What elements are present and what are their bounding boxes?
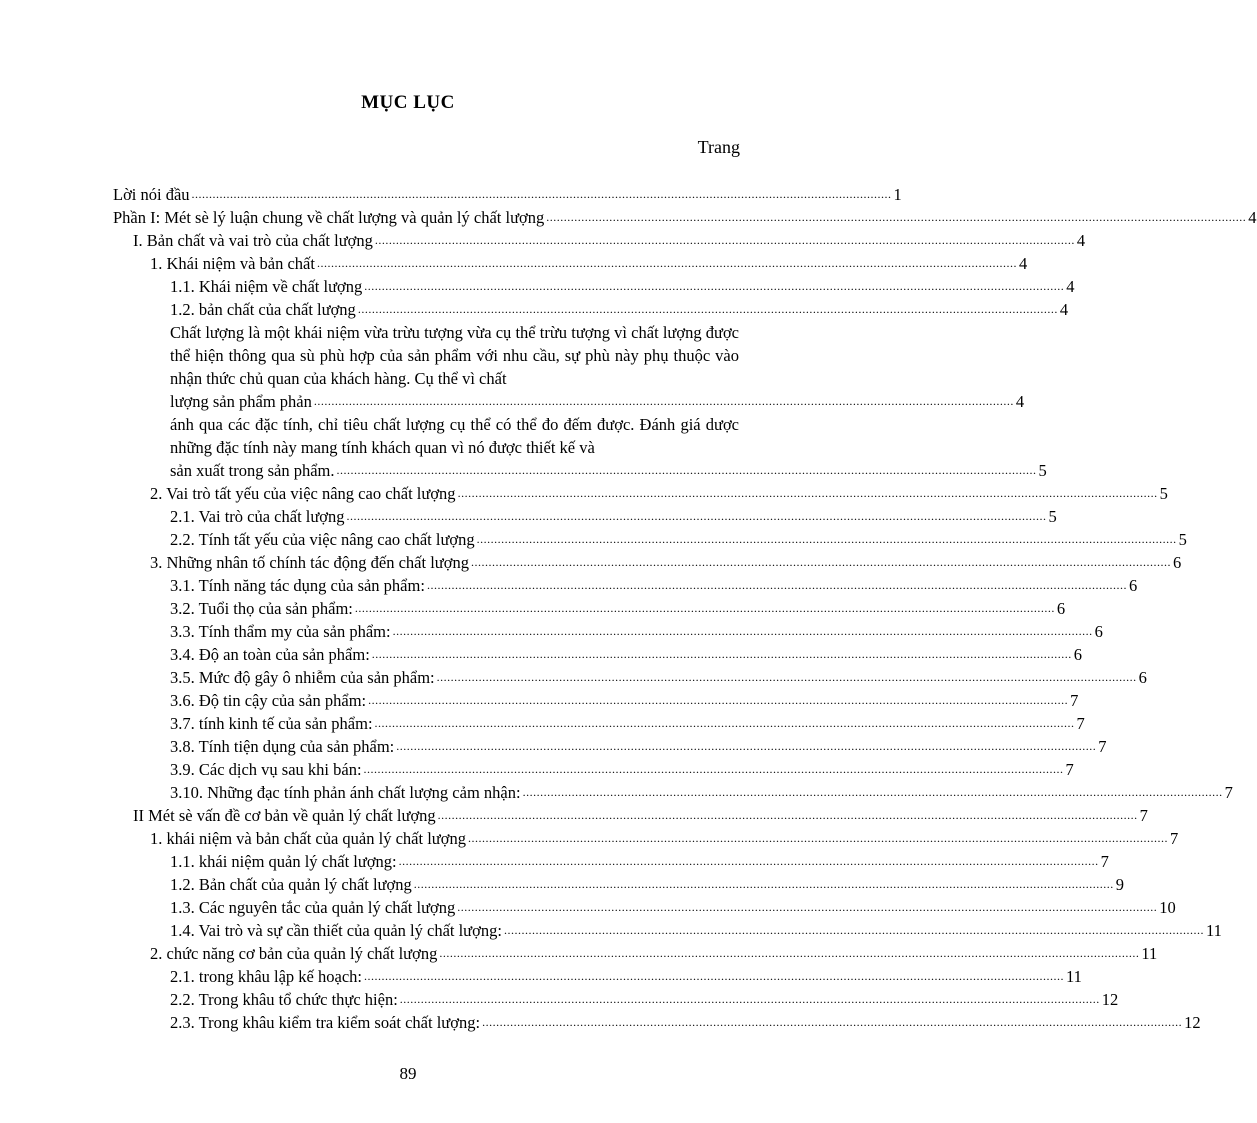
leader-dots: ........................................................................................................................................................................................................ (399, 992, 1100, 1006)
toc-entry-page: 10 (1159, 898, 1176, 917)
toc-entry[interactable] (170, 528, 1187, 551)
toc-entry[interactable] (170, 574, 1138, 597)
leader-dots: ........................................................................................................................................................................................................ (439, 946, 1140, 960)
toc-entry-page: 5 (1159, 484, 1168, 503)
toc-entry[interactable] (170, 643, 1083, 666)
toc-entry[interactable] (150, 942, 1158, 965)
toc-paragraph: Chất lượng là một khái niệm vừa trừu tượng vừa cụ thể trừu tượng vì chất lượng được thể hiện thông qua sù phù hợp của sản phẩm với nhu cầu, sự phù này phụ thuộc vào nhận thức chủ quan của khách hàng. Cụ thể vì chất (170, 323, 739, 388)
toc-entry[interactable] (170, 712, 1085, 735)
toc-entry-text: 3.6. Độ tin cậy của sản phẩm: (170, 691, 367, 710)
leader-dots: ........................................................................................................................................................................................................ (457, 486, 1158, 500)
toc-entry-page: 9 (1115, 875, 1124, 894)
leader-dots: ........................................................................................................................................................................................................ (396, 739, 1097, 753)
toc-entry-text: 3.4. Độ an toàn của sản phẩm: (170, 645, 370, 664)
toc-entry-page: 7 (1139, 806, 1148, 825)
toc-entry[interactable] (170, 275, 1075, 298)
toc-entry-page: 4 (1066, 277, 1075, 296)
toc-entry[interactable] (150, 551, 1182, 574)
toc-entry-page: 7 (1065, 760, 1074, 779)
toc-entry[interactable] (170, 459, 1047, 482)
leader-dots: ........................................................................................................................................................................................................ (374, 233, 1075, 247)
leader-dots: ........................................................................................................................................................................................................ (336, 463, 1037, 477)
leader-dots: ........................................................................................................................................................................................................ (316, 256, 1017, 270)
toc-entry-text: 2.1. Vai trò của chất lượng (170, 507, 345, 526)
toc-entry-page: 12 (1184, 1013, 1201, 1032)
toc-entry-page: 6 (1172, 553, 1182, 572)
toc-entry[interactable] (170, 1011, 1201, 1034)
leader-dots: ........................................................................................................................................................................................................ (346, 509, 1047, 523)
toc-entry-text: 1.1. khái niệm quản lý chất lượng: (170, 852, 397, 871)
toc-entry[interactable] (170, 597, 1066, 620)
toc-entry[interactable] (150, 827, 1179, 850)
toc-entry[interactable] (170, 666, 1147, 689)
toc-entry-page: 5 (1178, 530, 1187, 549)
leader-dots: ........................................................................................................................................................................................................ (467, 831, 1168, 845)
leader-dots: ........................................................................................................................................................................................................ (368, 693, 1069, 707)
toc-entry-text: 3.1. Tính năng tác dụng của sản phẩm: (170, 576, 425, 595)
toc-entry-text: 2.2. Tính tất yếu của việc nâng cao chất lượng (170, 530, 475, 549)
toc-entry-page: 5 (1038, 461, 1047, 480)
leader-dots: ........................................................................................................................................................................................................ (364, 969, 1064, 983)
leader-dots: ........................................................................................................................................................................................................ (371, 647, 1072, 661)
leader-dots: ........................................................................................................................................................................................................ (482, 1015, 1183, 1029)
toc-entry-page: 6 (1056, 599, 1066, 618)
toc-entry[interactable] (113, 206, 1257, 229)
toc-entry-page: 1 (893, 185, 902, 204)
toc-entry-text: 1.4. Vai trò và sự cần thiết của quản lý chất lượng: (170, 921, 502, 940)
toc-entry-page: 7 (1098, 737, 1107, 756)
leader-dots: ........................................................................................................................................................................................................ (364, 279, 1065, 293)
toc-entry[interactable] (170, 505, 1057, 528)
toc-entry[interactable] (170, 850, 1109, 873)
toc-entry-page: 6 (1138, 668, 1147, 687)
toc-entry[interactable] (170, 919, 1222, 942)
toc-entry-page: 4 (1076, 231, 1086, 250)
toc-entry-text: 3.8. Tính tiện dụng của sản phẩm: (170, 737, 395, 756)
toc-entry-text: 1.3. Các nguyên tắc của quản lý chất lượng (170, 898, 456, 917)
toc-entry-text: 1. khái niệm và bản chất của quản lý chất lượng (150, 829, 466, 848)
toc-entry-text: Phần I: Mét sè lý luận chung về chất lượng và quản lý chất lượng (113, 208, 545, 227)
leader-dots: ........................................................................................................................................................................................................ (457, 900, 1158, 914)
toc-entry-text: 1.2. Bản chất của quản lý chất lượng (170, 875, 412, 894)
toc-entry[interactable] (170, 390, 1025, 413)
page-number: 89 (399, 1064, 417, 1083)
leader-dots: ........................................................................................................................................................................................................ (437, 808, 1138, 822)
leader-dots: ........................................................................................................................................................................................................ (470, 555, 1171, 569)
toc-entry-text: 2.1. trong khâu lập kế hoạch: (170, 967, 362, 986)
toc-entry-page: 6 (1073, 645, 1083, 664)
toc-entry-text: 2. chức năng cơ bản của quản lý chất lượng (150, 944, 438, 963)
leader-dots: ........................................................................................................................................................................................................ (522, 785, 1223, 799)
toc-entry[interactable] (170, 781, 1233, 804)
page-column-label: Trang (697, 137, 740, 157)
toc-entry[interactable] (150, 482, 1168, 505)
toc-entry-text: 3.7. tính kinh tế của sản phẩm: (170, 714, 373, 733)
toc-entry-text: lượng sản phẩm phản (170, 392, 312, 411)
toc-entry-page: 5 (1048, 507, 1057, 526)
toc-entry-page: 4 (1018, 254, 1028, 273)
toc-entry-text: 3.9. Các dịch vụ sau khi bán: (170, 760, 362, 779)
toc-paragraph: ánh qua các đặc tính, chỉ tiêu chất lượng cụ thể có thể đo đếm được. Đánh giá dược những đặc tính này mang tính khách quan vì nó được thiết kế và (170, 415, 739, 457)
toc-entry[interactable] (170, 873, 1124, 896)
toc-entry-text: 3.2. Tuổi thọ của sản phẩm: (170, 599, 353, 618)
toc-entry-text: II Mét sè vấn đề cơ bản về quản lý chất lượng (133, 806, 436, 825)
page-title: MỤC LỤC (361, 92, 455, 113)
leader-dots: ........................................................................................................................................................................................................ (546, 210, 1247, 224)
leader-dots: ........................................................................................................................................................................................................ (398, 854, 1099, 868)
toc-entry[interactable] (170, 735, 1107, 758)
toc-entry-text: Lời nói đầu (113, 185, 190, 204)
toc-entry[interactable] (133, 229, 1086, 252)
toc-entry-page: 11 (1141, 944, 1158, 963)
toc-entry-text: 1. Khái niệm và bản chất (150, 254, 315, 273)
toc-entry-text: I. Bản chất và vai trò của chất lượng (133, 231, 373, 250)
toc-entry-page: 7 (1070, 691, 1079, 710)
toc-entry-page: 4 (1059, 300, 1069, 319)
toc-entry-page: 12 (1101, 990, 1119, 1009)
toc-entry-page: 7 (1224, 783, 1233, 802)
toc-entry-page: 4 (1248, 208, 1257, 227)
leader-dots: ........................................................................................................................................................................................................ (363, 762, 1064, 776)
leader-dots: ........................................................................................................................................................................................................ (436, 670, 1137, 684)
toc-entry-page: 11 (1205, 921, 1222, 940)
toc-entry-page: 4 (1015, 392, 1025, 411)
toc-entry-text: 2.3. Trong khâu kiểm tra kiểm soát chất lượng: (170, 1013, 481, 1032)
leader-dots: ........................................................................................................................................................................................................ (374, 716, 1075, 730)
toc-entry-text: 3.3. Tính thẩm my của sản phẩm: (170, 622, 391, 641)
leader-dots: ........................................................................................................................................................................................................ (413, 877, 1114, 891)
toc-entry-page: 6 (1128, 576, 1138, 595)
toc-entry[interactable] (170, 896, 1176, 919)
toc-entry-text: 3.5. Mức độ gây ô nhiễm của sản phẩm: (170, 668, 435, 687)
toc-entry[interactable] (170, 758, 1074, 781)
toc-entry-page: 11 (1066, 967, 1082, 986)
toc-entry[interactable] (150, 252, 1028, 275)
toc-entry-text: 3. Những nhân tố chính tác động đến chất lượng (150, 553, 469, 572)
toc-entry[interactable] (170, 988, 1119, 1011)
toc-entry-page: 6 (1094, 622, 1103, 641)
leader-dots: ........................................................................................................................................................................................................ (357, 302, 1058, 316)
leader-dots: ........................................................................................................................................................................................................ (354, 601, 1055, 615)
leader-dots: ........................................................................................................................................................................................................ (503, 923, 1204, 937)
toc-entry-text: 1.2. bản chất của chất lượng (170, 300, 356, 319)
toc-entry-text: 1.1. Khái niệm về chất lượng (170, 277, 363, 296)
toc-entry-text: sản xuất trong sản phẩm. (170, 461, 335, 480)
toc-entry-page: 7 (1100, 852, 1109, 871)
toc-entry[interactable] (133, 804, 1148, 827)
toc-entry-text: 2. Vai trò tất yếu của việc nâng cao chất lượng (150, 484, 456, 503)
toc-entry-page: 7 (1076, 714, 1085, 733)
toc-entry-page: 7 (1169, 829, 1179, 848)
leader-dots: ........................................................................................................................................................................................................ (191, 187, 892, 201)
leader-dots: ........................................................................................................................................................................................................ (392, 624, 1093, 638)
toc-entry[interactable] (170, 689, 1079, 712)
leader-dots: ........................................................................................................................................................................................................ (476, 532, 1177, 546)
toc-entry[interactable] (170, 620, 1103, 643)
toc-entry-text: 2.2. Trong khâu tổ chức thực hiện: (170, 990, 398, 1009)
toc-entry[interactable] (170, 965, 1082, 988)
toc-entry[interactable] (170, 298, 1069, 321)
toc-entry[interactable] (113, 183, 902, 206)
leader-dots: ........................................................................................................................................................................................................ (313, 394, 1014, 408)
toc-entry-text: 3.10. Những đạc tính phản ánh chất lượng cảm nhận: (170, 783, 521, 802)
leader-dots: ........................................................................................................................................................................................................ (426, 578, 1127, 592)
